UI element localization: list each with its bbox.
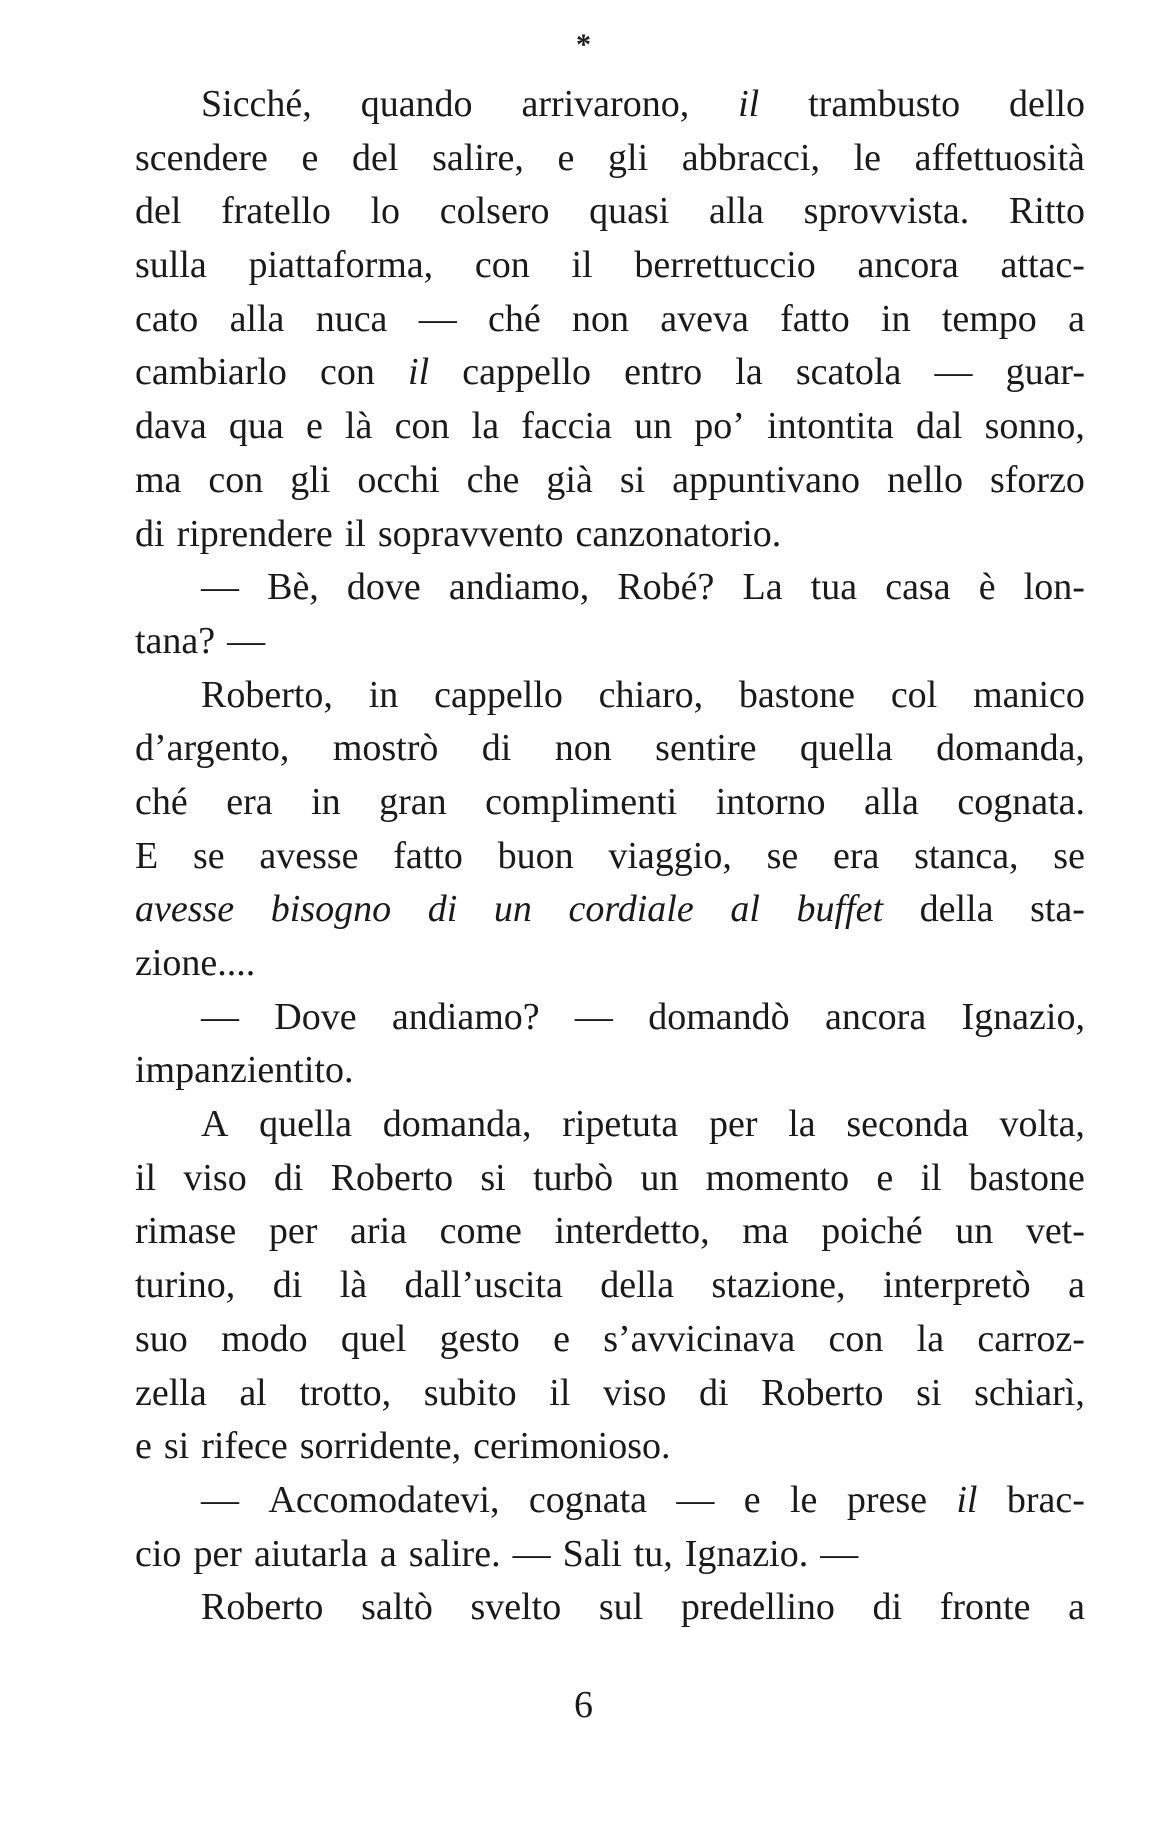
word: momento [705, 1156, 850, 1199]
word: un [955, 1210, 994, 1253]
word: salire, [432, 136, 524, 179]
word: salire. [408, 1532, 501, 1575]
text-line [135, 830, 1085, 884]
word: nello [887, 458, 963, 501]
word: cognata [528, 1478, 647, 1521]
text-line [135, 722, 1085, 776]
word: e [876, 1156, 894, 1199]
word: il [956, 1478, 978, 1521]
word: turino, [135, 1264, 236, 1307]
text-line [135, 346, 1085, 400]
word: di [427, 888, 458, 931]
word: un [640, 1156, 679, 1199]
word: alla [709, 190, 764, 233]
word: della [919, 888, 994, 931]
word: predellino [680, 1586, 835, 1629]
word: è [978, 566, 996, 609]
word: stazione, [711, 1264, 846, 1307]
word: al [239, 1371, 267, 1414]
word: trotto, [299, 1371, 392, 1414]
word: dal [915, 405, 963, 448]
word: appuntivano [672, 458, 861, 501]
word: turbò [532, 1156, 614, 1199]
word: se [766, 834, 799, 877]
word: La [742, 566, 783, 609]
word: cordiale [568, 888, 694, 931]
word: alla [229, 297, 285, 340]
word: s’avvicinava [603, 1317, 796, 1360]
word: cappello [462, 351, 591, 394]
word: il [408, 351, 430, 394]
word: le [853, 136, 882, 179]
word: avesse [259, 834, 359, 877]
word: Ignazio. [684, 1532, 809, 1575]
word: si [916, 1371, 942, 1414]
word: domanda, [382, 1103, 532, 1146]
word: un [634, 405, 673, 448]
word: per [268, 1210, 318, 1253]
word: era [832, 834, 880, 877]
text-line [135, 1474, 1085, 1528]
word: sonno, [984, 405, 1085, 448]
word: cerimonioso. [473, 1425, 671, 1468]
word: intontita [767, 405, 894, 448]
text-line [135, 776, 1085, 830]
word: arrivarono, [521, 83, 690, 125]
word: il [920, 1156, 942, 1199]
word: sentire [655, 727, 757, 770]
word: di [481, 727, 512, 770]
text-line [135, 78, 1085, 132]
word: Roberto, [201, 673, 333, 716]
word: cato [135, 297, 199, 340]
word: di [272, 1264, 303, 1307]
word: della [600, 1264, 675, 1307]
word: zella [135, 1371, 207, 1414]
word: manico [973, 673, 1085, 716]
word: al [730, 888, 760, 931]
word: là [339, 1264, 368, 1307]
word: fatto [780, 297, 850, 340]
word: impanzientito. [135, 1049, 354, 1092]
word: si [619, 458, 646, 501]
word: del [352, 136, 399, 179]
word: affettuosità [914, 136, 1085, 179]
word: era [226, 780, 273, 823]
word: come [439, 1210, 522, 1253]
word: e [557, 136, 575, 179]
word: faccia [521, 405, 612, 448]
text-line [135, 669, 1085, 723]
word: interpretò [882, 1264, 1031, 1307]
word: dove [346, 566, 421, 609]
word: che [466, 458, 520, 501]
word: alla [863, 780, 919, 823]
text-line [135, 1044, 1085, 1098]
word: bisogno [270, 888, 392, 931]
word: — [201, 1478, 239, 1521]
word: avesse [135, 888, 235, 931]
word: in [368, 673, 399, 716]
word: di [872, 1586, 903, 1629]
word: canzonatorio. [575, 512, 782, 555]
word: a [1068, 1586, 1085, 1629]
word: sul [598, 1586, 644, 1629]
word: Bè, [267, 566, 319, 609]
word: sprovvista. [803, 190, 970, 233]
word: seconda [846, 1103, 969, 1146]
ornament-asterisk: * [576, 28, 591, 61]
word: Ignazio, [961, 995, 1085, 1038]
word: nuca [315, 297, 388, 340]
word: ripetuta [562, 1103, 679, 1146]
word: E [135, 834, 159, 877]
word: il [135, 1156, 157, 1199]
word: ancora [857, 244, 959, 287]
word: saltò [361, 1586, 433, 1629]
word: quando [360, 83, 473, 125]
text-line [135, 1205, 1085, 1259]
word: — [820, 1532, 859, 1575]
word: col [890, 673, 938, 716]
word: con [208, 458, 264, 501]
word: piattaforma, [248, 244, 434, 287]
word: cio [135, 1532, 182, 1575]
word: — [418, 297, 457, 340]
word: cognata. [957, 780, 1085, 823]
paragraph [135, 1098, 1085, 1474]
word: prese [846, 1478, 927, 1521]
word: con [474, 244, 530, 287]
text-line [135, 454, 1085, 508]
word: A [201, 1103, 229, 1146]
word: a [1068, 1264, 1085, 1307]
word: — [574, 995, 613, 1038]
word: quasi [589, 190, 670, 233]
word: Dove [274, 995, 357, 1038]
word: ché [135, 780, 188, 823]
word: carroz- [977, 1317, 1085, 1360]
body-text [135, 78, 1085, 1635]
word: un [493, 888, 532, 931]
paragraph [135, 1581, 1085, 1635]
word: quel [340, 1317, 407, 1360]
word: po’ [694, 405, 745, 448]
word: viaggio, [608, 834, 732, 877]
text-line [135, 1313, 1085, 1367]
word: con [828, 1317, 884, 1360]
word: sforzo [989, 458, 1085, 501]
word: Ritto [1008, 190, 1085, 233]
word: cappello [434, 673, 563, 716]
word: Robé? [617, 566, 715, 609]
word: casa [885, 566, 951, 609]
word: già [546, 458, 593, 501]
word: il [549, 1371, 571, 1414]
word: intorno [715, 780, 826, 823]
word: svelto [470, 1586, 562, 1629]
text-line [135, 883, 1085, 937]
word: schiarì, [974, 1371, 1085, 1414]
word: berrettuccio [634, 244, 816, 287]
word: fatto [393, 834, 463, 877]
word: zione.... [135, 942, 256, 984]
word: sorridente, [299, 1425, 462, 1468]
word: se [192, 834, 225, 877]
word: in [881, 297, 911, 340]
word: si [480, 1156, 506, 1199]
word: non [554, 727, 612, 770]
word: — [201, 995, 239, 1038]
text-line [135, 1152, 1085, 1206]
word: gran [379, 780, 447, 823]
word: la [471, 405, 500, 448]
word: le [790, 1478, 818, 1521]
word: il [344, 512, 366, 555]
word: subito [423, 1371, 517, 1414]
word: — [934, 351, 973, 394]
word: tempo [941, 297, 1037, 340]
word: ma [135, 458, 182, 501]
text-line [135, 293, 1085, 347]
word: e [301, 136, 319, 179]
word: — [512, 1532, 551, 1575]
text-line [135, 400, 1085, 454]
word: buon [497, 834, 574, 877]
word: tana? [135, 619, 216, 662]
word: viso [602, 1371, 667, 1414]
word: bastone [738, 673, 855, 716]
word: d’argento, [135, 727, 290, 770]
word: chiaro, [598, 673, 704, 716]
word: per [708, 1103, 758, 1146]
word: scatola [795, 351, 902, 394]
word: cambiarlo [135, 351, 287, 394]
word: fronte [939, 1586, 1031, 1629]
word: lo [370, 190, 401, 233]
word: andiamo? [391, 995, 540, 1038]
word: Accomodatevi, [268, 1478, 500, 1521]
word: guar- [1005, 351, 1085, 394]
paragraph [135, 1474, 1085, 1581]
word: riprendere [176, 512, 333, 555]
word: tu, [633, 1532, 673, 1575]
word: rifece [201, 1425, 288, 1468]
word: volta, [999, 1103, 1085, 1146]
paragraph [135, 991, 1085, 1098]
word: abbracci, [681, 136, 820, 179]
word: di [698, 1371, 729, 1414]
word: e [135, 1425, 152, 1468]
word: quella [259, 1103, 353, 1146]
word: modo [221, 1317, 308, 1360]
word: là [345, 405, 373, 448]
word: il [571, 244, 593, 287]
word: ma [742, 1210, 789, 1253]
word: domanda, [936, 727, 1085, 770]
word: gesto [439, 1317, 520, 1360]
word: entro [624, 351, 703, 394]
word: con [320, 351, 375, 394]
word: sulla [135, 244, 207, 287]
word: la [735, 351, 763, 394]
word: poiché [821, 1210, 923, 1253]
word: il [738, 83, 760, 125]
word: aria [350, 1210, 407, 1253]
word: lon- [1023, 566, 1085, 609]
text-line [135, 239, 1085, 293]
word: Roberto [761, 1371, 884, 1414]
word: con [394, 405, 450, 448]
word: colsero [439, 190, 550, 233]
word: la [916, 1317, 945, 1360]
word: ancora [824, 995, 927, 1038]
word: Sicché, [201, 83, 312, 125]
word: aveva [660, 297, 749, 340]
text-line [135, 615, 1085, 669]
word: domandò [648, 995, 790, 1038]
text-line [135, 991, 1085, 1045]
word: si [163, 1425, 190, 1468]
word: trambusto [808, 83, 961, 125]
word: dava [135, 405, 207, 448]
word: a [379, 1532, 397, 1575]
text-line [135, 1259, 1085, 1313]
text-line [135, 185, 1085, 239]
word: — [676, 1478, 715, 1521]
word: per [193, 1532, 242, 1575]
word: occhi [357, 458, 440, 501]
text-line [135, 508, 1085, 562]
word: brac- [1006, 1478, 1085, 1521]
word: fratello [221, 190, 331, 233]
text-line [135, 561, 1085, 615]
word: di [273, 1156, 304, 1199]
text-line [135, 1420, 1085, 1474]
word: e [305, 405, 323, 448]
word: vet- [1025, 1210, 1085, 1253]
text-line [135, 1528, 1085, 1582]
word: tua [810, 566, 858, 609]
word: interdetto, [554, 1210, 710, 1253]
word: — [227, 619, 266, 662]
word: gli [608, 136, 649, 179]
word: sopravvento [377, 512, 564, 555]
word: Sali [562, 1532, 622, 1575]
text-line [135, 1098, 1085, 1152]
word: qua [228, 405, 284, 448]
word: bastone [968, 1156, 1085, 1199]
word: non [571, 297, 629, 340]
paragraph [135, 669, 1085, 991]
word: la [788, 1103, 816, 1146]
word: ché [487, 297, 541, 340]
word: andiamo, [448, 566, 590, 609]
word: in [311, 780, 341, 823]
word: suo [135, 1317, 188, 1360]
word: complimenti [485, 780, 678, 823]
word: aiutarla [253, 1532, 368, 1575]
word: di [135, 512, 165, 555]
word: — [201, 566, 239, 609]
word: Roberto [330, 1156, 454, 1199]
text-line [135, 1367, 1085, 1421]
text-line [135, 132, 1085, 186]
word: stanca, [914, 834, 1019, 877]
text-line [135, 937, 1085, 991]
word: a [1068, 297, 1085, 340]
word: scendere [135, 136, 268, 179]
word: Roberto [201, 1586, 324, 1629]
text-line [135, 1581, 1085, 1635]
paragraph [135, 78, 1085, 561]
paragraph [135, 561, 1085, 668]
word: e [553, 1317, 570, 1360]
word: dello [1009, 83, 1085, 125]
word: quella [799, 727, 893, 770]
word: se [1053, 834, 1085, 877]
word: gli [290, 458, 331, 501]
word: dall’uscita [404, 1264, 563, 1307]
word: rimase [135, 1210, 237, 1253]
word: viso [183, 1156, 247, 1199]
word: mostrò [332, 727, 439, 770]
word: e [743, 1478, 761, 1521]
word: sta- [1030, 888, 1085, 931]
word: attac- [1000, 244, 1085, 287]
word: del [135, 190, 182, 233]
word: buffet [796, 888, 884, 931]
page-number: 6 [574, 1684, 593, 1726]
